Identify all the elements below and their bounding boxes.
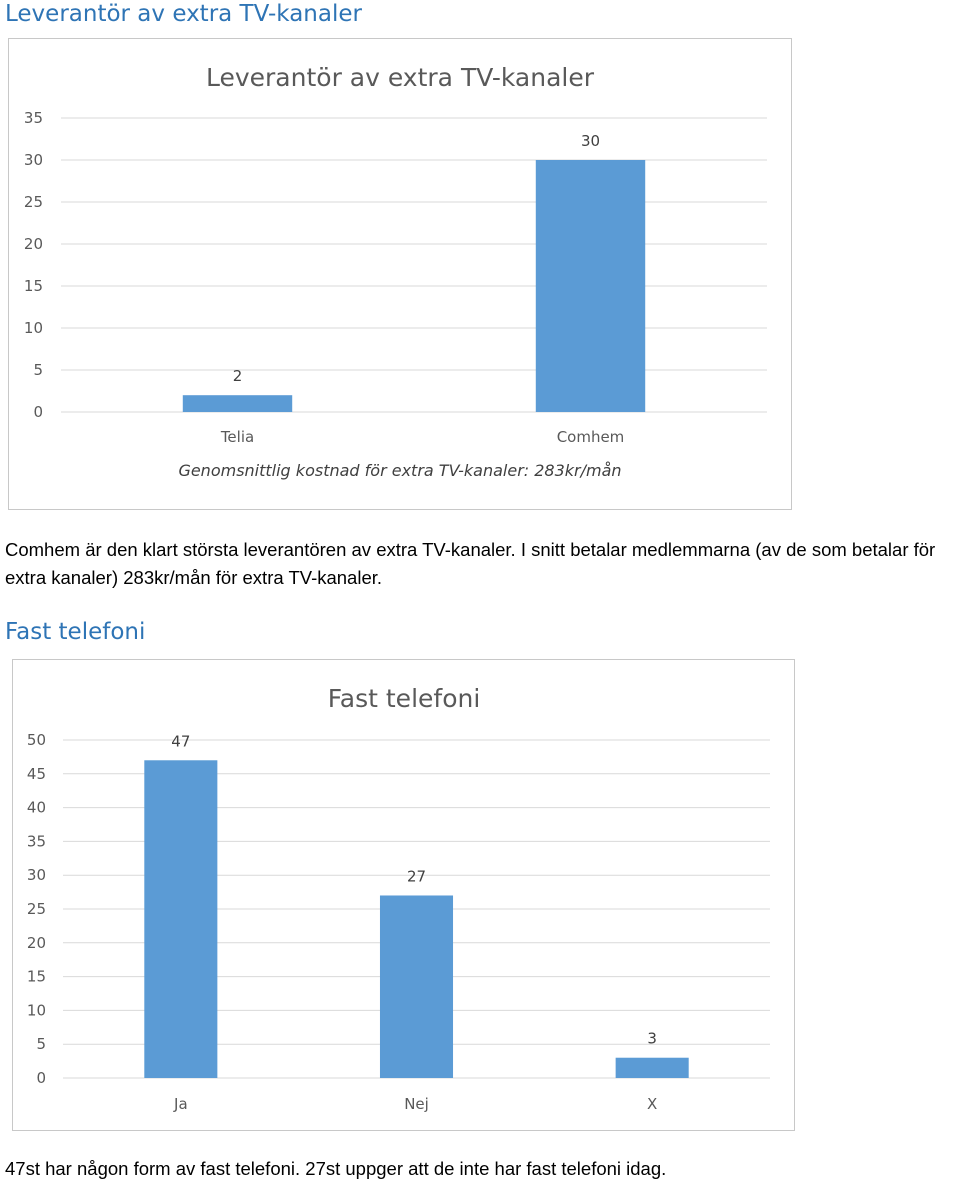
bar-nej (380, 895, 453, 1078)
x-axis-note: Genomsnittlig kostnad för extra TV-kanaler: 283kr/mån (178, 461, 622, 480)
data-label: 3 (647, 1029, 657, 1048)
y-tick-label: 5 (33, 361, 43, 379)
y-tick-label: 20 (26, 933, 46, 952)
y-tick-label: 20 (23, 235, 43, 253)
bar-x (616, 1058, 689, 1078)
section-heading-tv-channels: Leverantör av extra TV-kanaler (5, 1, 362, 27)
bar-comhem (536, 160, 645, 412)
category-label: Telia (220, 428, 255, 446)
bar-telia (183, 395, 292, 412)
bar-ja (144, 760, 217, 1078)
y-tick-label: 0 (33, 403, 43, 421)
y-tick-label: 30 (26, 866, 46, 885)
tv-channels-paragraph: Comhem är den klart största leverantören av extra TV-kanaler. I snitt betalar medlemmarna (av de som betalar för extra kanaler) 283kr/mån för extra TV-kanaler. (5, 539, 936, 588)
landline-paragraph: 47st har någon form av fast telefoni. 27st uppger att de inte har fast telefoni idag. (5, 1158, 667, 1179)
landline-chart (12, 659, 795, 1131)
y-tick-label: 35 (23, 109, 43, 127)
y-tick-label: 10 (26, 1001, 46, 1020)
y-tick-label: 5 (36, 1035, 46, 1054)
y-tick-label: 40 (26, 798, 46, 817)
section-heading-landline: Fast telefoni (5, 619, 146, 645)
data-label: 30 (580, 132, 601, 150)
chart-title: Leverantör av extra TV-kanaler (205, 63, 595, 92)
y-tick-label: 15 (23, 277, 43, 295)
category-label: Nej (404, 1095, 429, 1113)
y-tick-label: 10 (23, 319, 43, 337)
y-tick-label: 35 (26, 832, 46, 851)
category-label: X (647, 1095, 658, 1113)
y-tick-label: 50 (26, 731, 46, 749)
category-label: Ja (174, 1095, 188, 1113)
y-tick-label: 30 (23, 151, 43, 169)
data-label: 47 (171, 732, 191, 751)
category-label: Comhem (556, 428, 625, 446)
y-tick-label: 25 (26, 900, 46, 918)
y-tick-label: 15 (26, 967, 46, 986)
tv-provider-chart (8, 38, 792, 510)
landline-chart-svg (13, 660, 794, 1130)
y-tick-label: 45 (26, 764, 46, 783)
data-label: 2 (232, 367, 243, 386)
tv-provider-chart-svg (9, 39, 791, 509)
data-label: 27 (406, 867, 427, 886)
y-tick-label: 25 (23, 193, 43, 211)
y-tick-label: 0 (36, 1069, 46, 1087)
chart-title: Fast telefoni (327, 684, 481, 713)
